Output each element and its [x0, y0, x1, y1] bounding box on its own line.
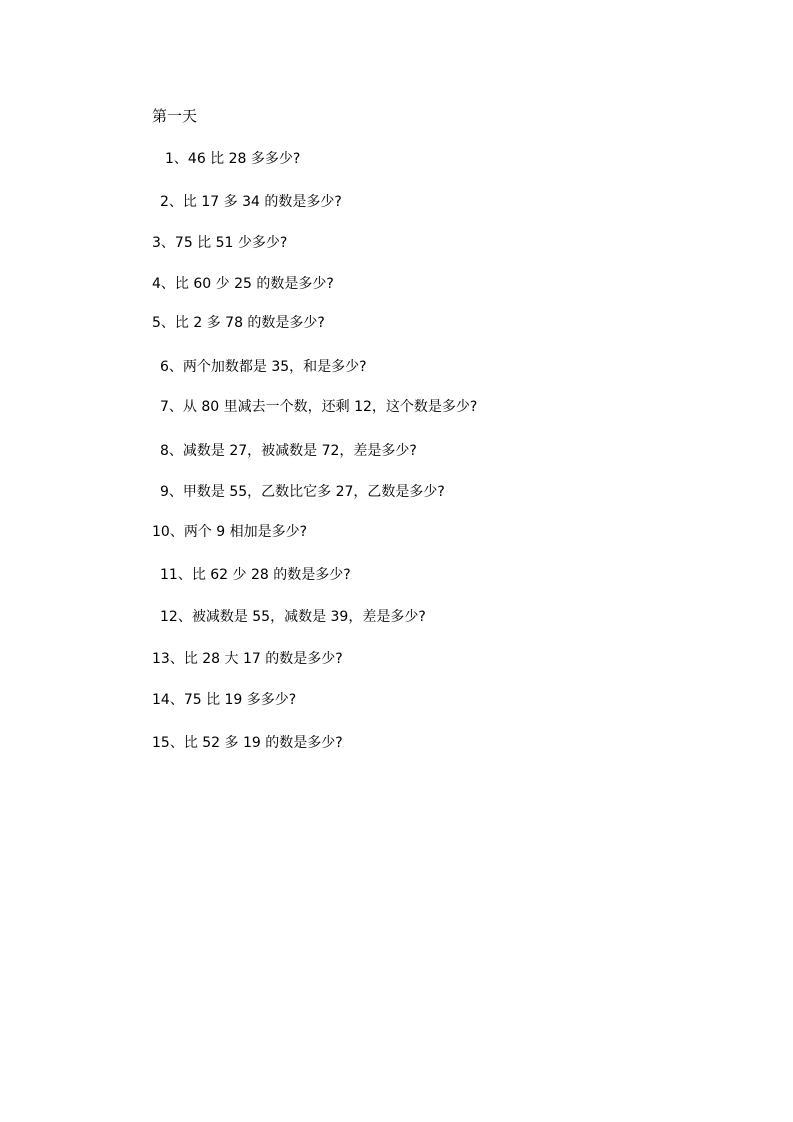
question-7: 7、从 80 里减去一个数，还剩 12，这个数是多少? [160, 399, 478, 415]
question-8: 8、减数是 27，被减数是 72，差是多少? [160, 443, 417, 459]
question-4: 4、比 60 少 25 的数是多少? [152, 276, 334, 292]
page-title: 第一天 [152, 107, 198, 125]
question-13: 13、比 28 大 17 的数是多少? [152, 651, 343, 667]
question-9: 9、甲数是 55，乙数比它多 27，乙数是多少? [160, 484, 445, 500]
question-5: 5、比 2 多 78 的数是多少? [152, 315, 325, 331]
question-6: 6、两个加数都是 35，和是多少? [160, 359, 367, 375]
question-10: 10、两个 9 相加是多少? [152, 524, 308, 540]
question-12: 12、被减数是 55，减数是 39，差是多少? [160, 609, 426, 625]
question-3: 3、75 比 51 少多少? [152, 235, 288, 251]
question-11: 11、比 62 少 28 的数是多少? [160, 567, 351, 583]
question-1: 1、46 比 28 多多少? [165, 151, 301, 167]
question-14: 14、75 比 19 多多少? [152, 692, 297, 708]
question-2: 2、比 17 多 34 的数是多少? [160, 194, 342, 210]
question-15: 15、比 52 多 19 的数是多少? [152, 735, 343, 751]
